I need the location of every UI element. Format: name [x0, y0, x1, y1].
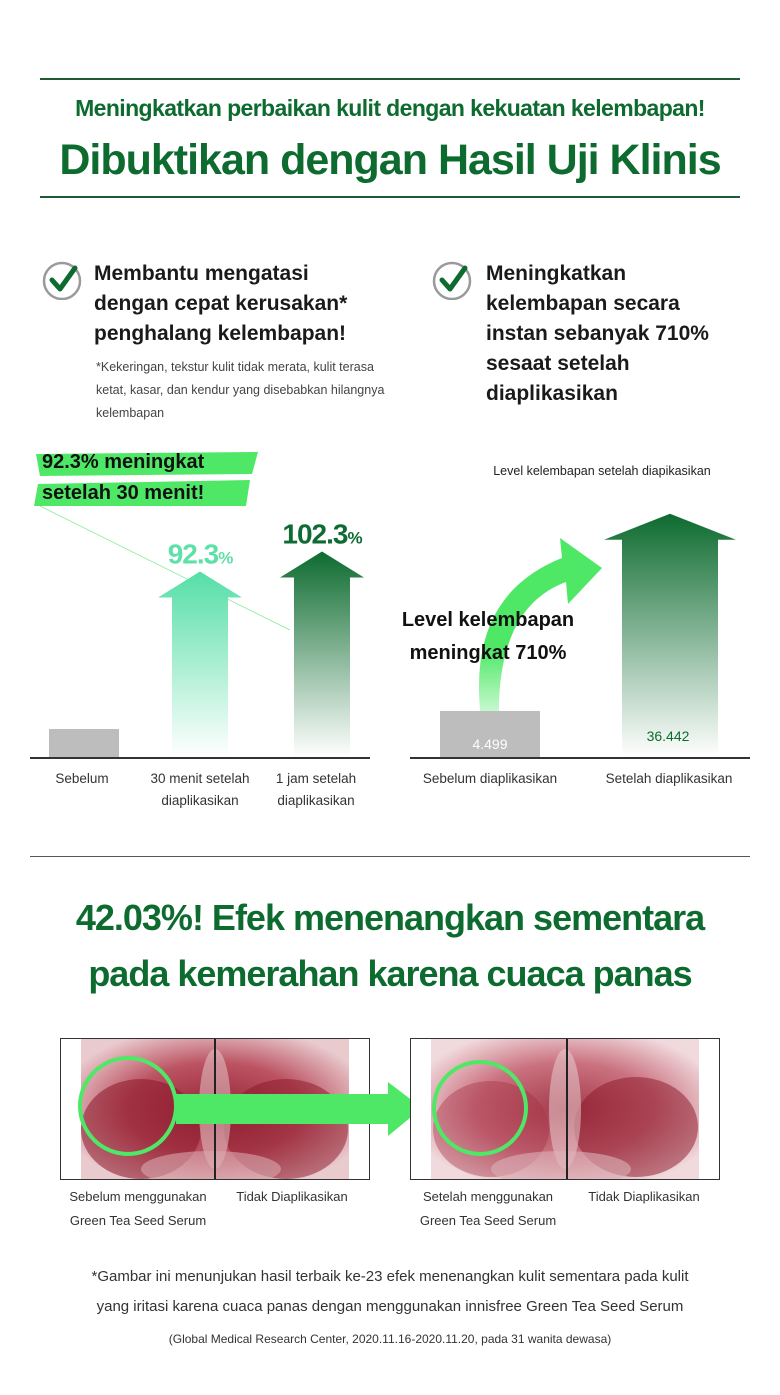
bar-arrow: [604, 514, 736, 757]
chart-title: Level kelembapan setelah diapikasikan: [493, 464, 711, 478]
claim-left-line: penghalang kelembapan!: [94, 322, 347, 345]
claim-left-note: [96, 356, 384, 425]
caption-line: Green Tea Seed Serum: [419, 1213, 557, 1228]
photo-caption: [404, 1185, 572, 1233]
section2-title-line: 42.03%! Efek menenangkan sementara: [75, 897, 705, 938]
highlight-text: setelah 30 menit!: [42, 482, 205, 504]
caption-line: Green Tea Seed Serum: [69, 1213, 207, 1228]
chart-annotation: [378, 604, 598, 670]
bar-arrow: [158, 572, 242, 757]
footnote-line: yang iritasi karena cuaca panas dengan menggunakan innisfree Green Tea Seed Serum: [96, 1298, 684, 1315]
claim-right-line: instan sebanyak 710%: [486, 322, 709, 345]
pointer-line: [40, 506, 290, 630]
source-citation: (Global Medical Research Center, 2020.11.16-2020.11.20, pada 31 wanita dewasa): [168, 1332, 612, 1346]
data-label: 36.442: [646, 728, 690, 744]
claim-right: [486, 259, 709, 409]
highlight-circle: [428, 1058, 532, 1162]
claim-left-line: Membantu mengatasi: [94, 262, 309, 285]
x-tick-line: diaplikasikan: [161, 793, 239, 808]
x-tick-label: [264, 768, 368, 812]
data-label-unit: %: [218, 548, 233, 568]
check-circle-icon: [42, 260, 82, 300]
annotation-line: meningkat 710%: [409, 642, 567, 664]
data-label: 102.3%: [282, 518, 362, 550]
note-line: ketat, kasar, dan kendur yang disebabkan hilangnya: [96, 383, 385, 397]
chart-moisture-barrier: [0, 440, 390, 820]
annotation-line: Level kelembapan: [401, 609, 575, 631]
claim-right-line: Meningkatkan: [486, 262, 627, 285]
note-line: *Kekeringan, tekstur kulit tidak merata, kulit terasa: [96, 360, 374, 374]
caption-line: Tidak Diaplikasikan: [588, 1189, 700, 1204]
x-tick-label: Sebelum diaplikasikan: [422, 771, 558, 786]
claim-left: [94, 259, 347, 349]
x-tick-label: [136, 768, 264, 812]
header-bottom-rule: [40, 196, 740, 198]
x-tick-label: Setelah diaplikasikan: [605, 771, 733, 786]
data-label: 4.499: [472, 736, 508, 752]
claim-right-line: kelembapan secara: [486, 292, 680, 315]
highlight-circle: [76, 1054, 180, 1158]
data-label: 92.3%: [167, 538, 233, 570]
check-circle-icon: [432, 260, 472, 300]
data-label-unit: %: [347, 528, 362, 548]
note-line: kelembapan: [96, 406, 165, 420]
page-title: Dibuktikan dengan Hasil Uji Klinis: [59, 136, 721, 184]
highlight-text: 92.3% meningkat: [42, 451, 205, 473]
section2-title-line: pada kemerahan karena cuaca panas: [88, 953, 692, 994]
photo-caption: [222, 1185, 362, 1209]
caption-line: Setelah menggunakan: [422, 1189, 554, 1204]
caption-line: Tidak Diaplikasikan: [236, 1189, 348, 1204]
x-tick-line: Sebelum: [55, 771, 109, 786]
photo-caption: [52, 1185, 224, 1233]
claim-left-line: dengan cepat kerusakan*: [94, 292, 348, 315]
arrow-right-icon: [176, 1082, 426, 1138]
footnote: [0, 1262, 780, 1322]
bar-arrow: [280, 551, 364, 757]
header-top-rule: [40, 78, 740, 80]
caption-line: Sebelum menggunakan: [69, 1189, 207, 1204]
photo-caption: [574, 1185, 714, 1209]
claim-right-line: diaplikasikan: [486, 382, 618, 405]
section2-title: [0, 890, 780, 1002]
x-tick-line: 1 jam setelah: [275, 771, 357, 786]
bar: [49, 729, 119, 757]
x-tick-label: [40, 768, 124, 790]
x-tick-line: 30 menit setelah: [150, 771, 250, 786]
claim-right-line: sesaat setelah: [486, 352, 630, 375]
section-divider: [30, 856, 750, 857]
x-tick-line: diaplikasikan: [277, 793, 355, 808]
page-subtitle: Meningkatkan perbaikan kulit dengan kekuatan kelembapan!: [75, 95, 705, 121]
footnote-line: *Gambar ini menunjukan hasil terbaik ke-23 efek menenangkan kulit sementara pada kulit: [91, 1268, 689, 1285]
